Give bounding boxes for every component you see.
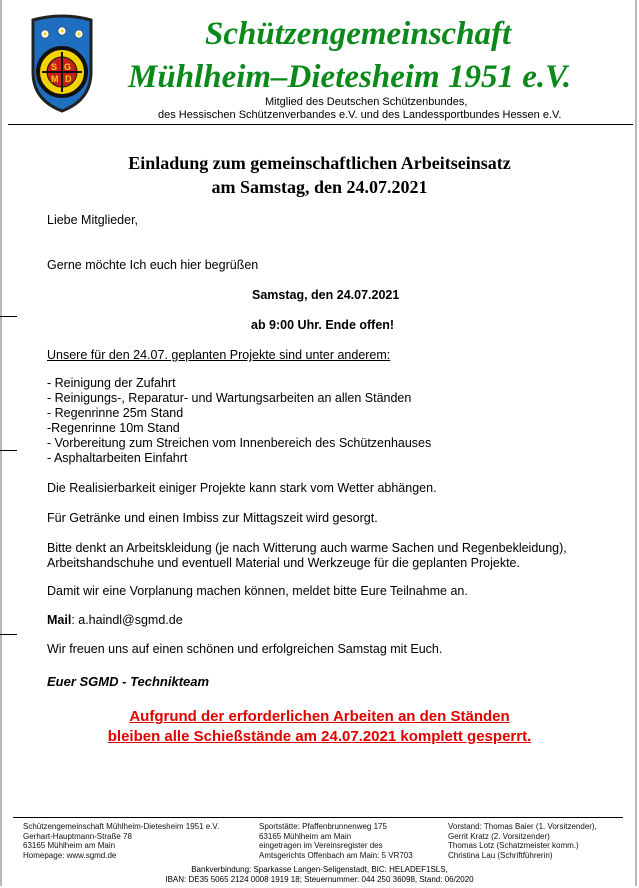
projects-heading: Unsere für den 24.07. geplanten Projekte sind unter anderem: <box>47 348 391 362</box>
project-item: -Regenrinne 10m Stand <box>47 421 180 435</box>
punch-mark <box>0 634 17 635</box>
bank-line1: Bankverbindung: Sparkasse Langen-Seligenstadt, BIC: HELADEF1SLS, <box>191 865 448 874</box>
weather-note: Die Realisierbarkeit einiger Projekte kann stark vom Wetter abhängen. <box>47 481 437 495</box>
project-item: - Asphaltarbeiten Einfahrt <box>47 451 188 465</box>
footer-sportsite <box>259 822 413 860</box>
bank-line2: IBAN: DE35 5065 2124 0008 1919 18; Steuernummer: 044 250 36098, Stand: 06/2020 <box>165 875 474 884</box>
event-date: Samstag, den 24.07.2021 <box>252 288 400 302</box>
club-name-line1: Schützengemeinschaft <box>205 16 512 52</box>
svg-text:M: M <box>51 74 59 84</box>
fold-mark <box>0 316 17 317</box>
footer-text: Christina Lau (Schriftführerin) <box>448 850 553 860</box>
svg-text:S: S <box>51 62 58 72</box>
footer-text: Vorstand: Thomas Baier (1. Vorsitzender), <box>448 822 597 831</box>
footer-text: Sportstätte: Pfaffenbrunnenweg 175 <box>259 822 387 831</box>
greeting: Liebe Mitglieder, <box>47 213 139 227</box>
notice-line1: Aufgrund der erforderlichen Arbeiten an den Ständen <box>129 708 510 725</box>
project-item: - Reinigung der Zufahrt <box>47 376 176 390</box>
svg-text:G: G <box>64 62 72 72</box>
letter-title-line2: am Samstag, den 24.07.2021 <box>211 177 428 197</box>
footer-text: Thomas Lotz (Schatzmeister komm.) <box>448 841 579 850</box>
food-note: Für Getränke und einen Imbiss zur Mittagszeit wird gesorgt. <box>47 511 378 525</box>
footer-text: Amtsgerichts Offenbach am Main: 5 VR703 <box>259 850 413 860</box>
footer-text: eingetragen im Vereinsregister des <box>259 841 383 850</box>
event-time: ab 9:00 Uhr. Ende offen! <box>251 318 395 332</box>
membership-line1: Mitglied des Deutschen Schützenbundes, <box>265 96 468 108</box>
footer-text: Gerrit Kratz (2. Vorsitzender) <box>448 831 550 841</box>
membership-line2: des Hessischen Schützenverbandes e.V. und des Landessportbundes Hessen e.V. <box>158 109 562 121</box>
club-logo-icon <box>27 14 97 114</box>
letter-title-line1: Einladung zum gemeinschaftlichen Arbeitseinsatz <box>128 153 511 173</box>
footer-board <box>448 822 597 860</box>
header-divider <box>8 124 633 125</box>
footer-text: 63165 Mühlheim am Main <box>23 841 116 850</box>
mail-label: Mail <box>47 613 72 627</box>
footer-text: Schützengemeinschaft Mühlheim-Dietesheim 1951 e.V. <box>23 822 220 831</box>
notice-line2: bleiben alle Schießstände am 24.07.2021 komplett gesperrt. <box>107 728 532 745</box>
project-item: - Reinigungs-, Reparatur- und Wartungsarbeiten an allen Ständen <box>47 391 412 405</box>
footer-text: Gerhart-Hauptmann-Straße 78 <box>23 831 132 841</box>
project-item: - Vorbereitung zum Streichen vom Innenbereich des Schützenhauses <box>47 436 432 450</box>
footer-divider <box>13 817 623 818</box>
club-name-line2: Mühlheim–Dietesheim 1951 e.V. <box>128 59 572 95</box>
footer-text: 63165 Mühlheim am Main <box>259 831 352 841</box>
mail-address[interactable]: : a.haindl@sgmd.de <box>71 613 183 627</box>
project-item: - Regenrinne 25m Stand <box>47 406 184 420</box>
clothing-line1: Bitte denkt an Arbeitskleidung (je nach Witterung auch warme Sachen und Regenbekleidung), <box>47 541 567 555</box>
footer-address <box>23 822 219 860</box>
intro: Gerne möchte Ich euch hier begrüßen <box>47 258 259 272</box>
fold-mark <box>0 450 17 451</box>
signature: Euer SGMD - Technikteam <box>47 674 210 689</box>
svg-text:D: D <box>65 74 72 84</box>
mail-line <box>47 613 183 628</box>
closing: Wir freuen uns auf einen schönen und erfolgreichen Samstag mit Euch. <box>47 642 443 656</box>
footer-homepage[interactable]: Homepage: www.sgmd.de <box>23 850 117 860</box>
clothing-line2: Arbeitshandschuhe und eventuell Material und Werkzeuge für die geplanten Projekte. <box>47 556 520 570</box>
register-note: Damit wir eine Vorplanung machen können, meldet bitte Eure Teilnahme an. <box>47 584 468 598</box>
